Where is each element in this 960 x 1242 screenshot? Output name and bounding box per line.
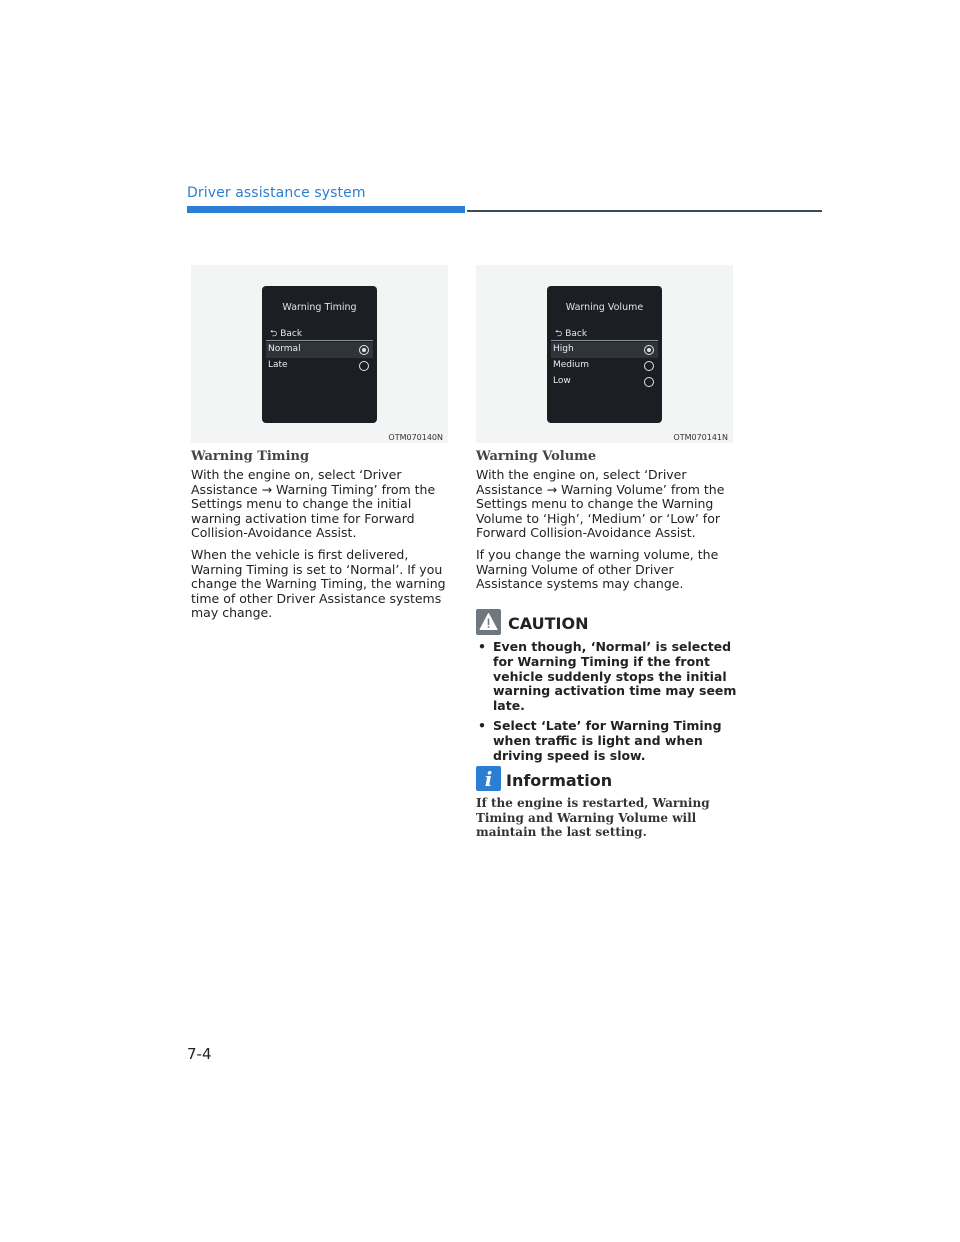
page-number: 7-4 (187, 1045, 212, 1063)
option-high (551, 342, 658, 358)
radio-empty-icon (359, 361, 369, 371)
figure-code: OTM070140N (388, 433, 443, 442)
caution-item-text: Select ‘Late’ for Warning Timing when traffic is light and when driving speed is slow. (493, 717, 722, 763)
option-normal (266, 342, 373, 358)
figure-warning-volume (476, 265, 733, 443)
menu-divider (266, 340, 373, 341)
caution-item: • Select ‘Late’ for Warning Timing when traffic is light and when driving speed is slow. (478, 717, 722, 763)
caution-title: CAUTION (508, 614, 589, 633)
figure-warning-timing (191, 265, 448, 443)
option-label: Normal (268, 344, 301, 354)
warning-timing-para-1: With the engine on, select ‘Driver Assistance → Warning Timing’ from the Settings menu to change the initial warning activation time for Forward Collision-Avoidance Assist. (191, 467, 436, 540)
option-label: High (553, 344, 574, 354)
menu-divider (551, 340, 658, 341)
cluster-screen (547, 286, 662, 423)
header-rule-accent (187, 206, 465, 213)
option-label: Medium (553, 360, 589, 370)
information-text: If the engine is restarted, Warning Timing and Warning Volume will maintain the last setting. (476, 796, 710, 839)
option-late (266, 358, 373, 374)
warning-volume-para-1: With the engine on, select ‘Driver Assistance → Warning Volume’ from the Settings menu to change the Warning Volume to ‘High’, ‘Medium’ or ‘Low’ for Forward Collision-Avoidance Assist. (476, 467, 725, 540)
caution-item-text: Even though, ‘Normal’ is selected for Warning Timing if the front vehicle suddenly stops the initial warning activation time may seem late. (493, 639, 737, 714)
back-arrow-icon: ⮌ (270, 329, 278, 339)
radio-selected-icon (644, 345, 654, 355)
back-label: Back (280, 329, 303, 339)
radio-selected-icon (359, 345, 369, 355)
cluster-screen (262, 286, 377, 423)
back-arrow-icon: ⮌ (555, 329, 563, 339)
section-title: Driver assistance system (187, 185, 366, 201)
information-icon: i (476, 766, 501, 791)
warning-volume-heading: Warning Volume (476, 449, 597, 464)
warning-timing-heading: Warning Timing (191, 449, 310, 464)
option-medium (551, 358, 658, 374)
radio-empty-icon (644, 361, 654, 371)
option-label: Late (268, 360, 288, 370)
radio-empty-icon (644, 377, 654, 387)
information-title: Information (506, 771, 613, 790)
option-low (551, 374, 658, 390)
option-label: Low (553, 376, 571, 386)
screen-title: Warning Volume (565, 302, 644, 313)
caution-item: • Even though, ‘Normal’ is selected for Warning Timing if the front vehicle suddenly stops the initial warning activation time may seem late. (478, 639, 737, 714)
screen-title: Warning Timing (282, 302, 357, 313)
caution-list (476, 640, 738, 768)
caution-warning-icon (476, 609, 501, 635)
warning-volume-para-2: If you change the warning volume, the Warning Volume of other Driver Assistance systems may change. (476, 547, 719, 591)
warning-timing-para-2: When the vehicle is first delivered, Warning Timing is set to ‘Normal’. If you change the Warning Timing, the warning time of other Driver Assistance systems may change. (191, 547, 446, 620)
header-rule (467, 210, 822, 212)
back-label: Back (565, 329, 588, 339)
figure-code: OTM070141N (673, 433, 728, 442)
